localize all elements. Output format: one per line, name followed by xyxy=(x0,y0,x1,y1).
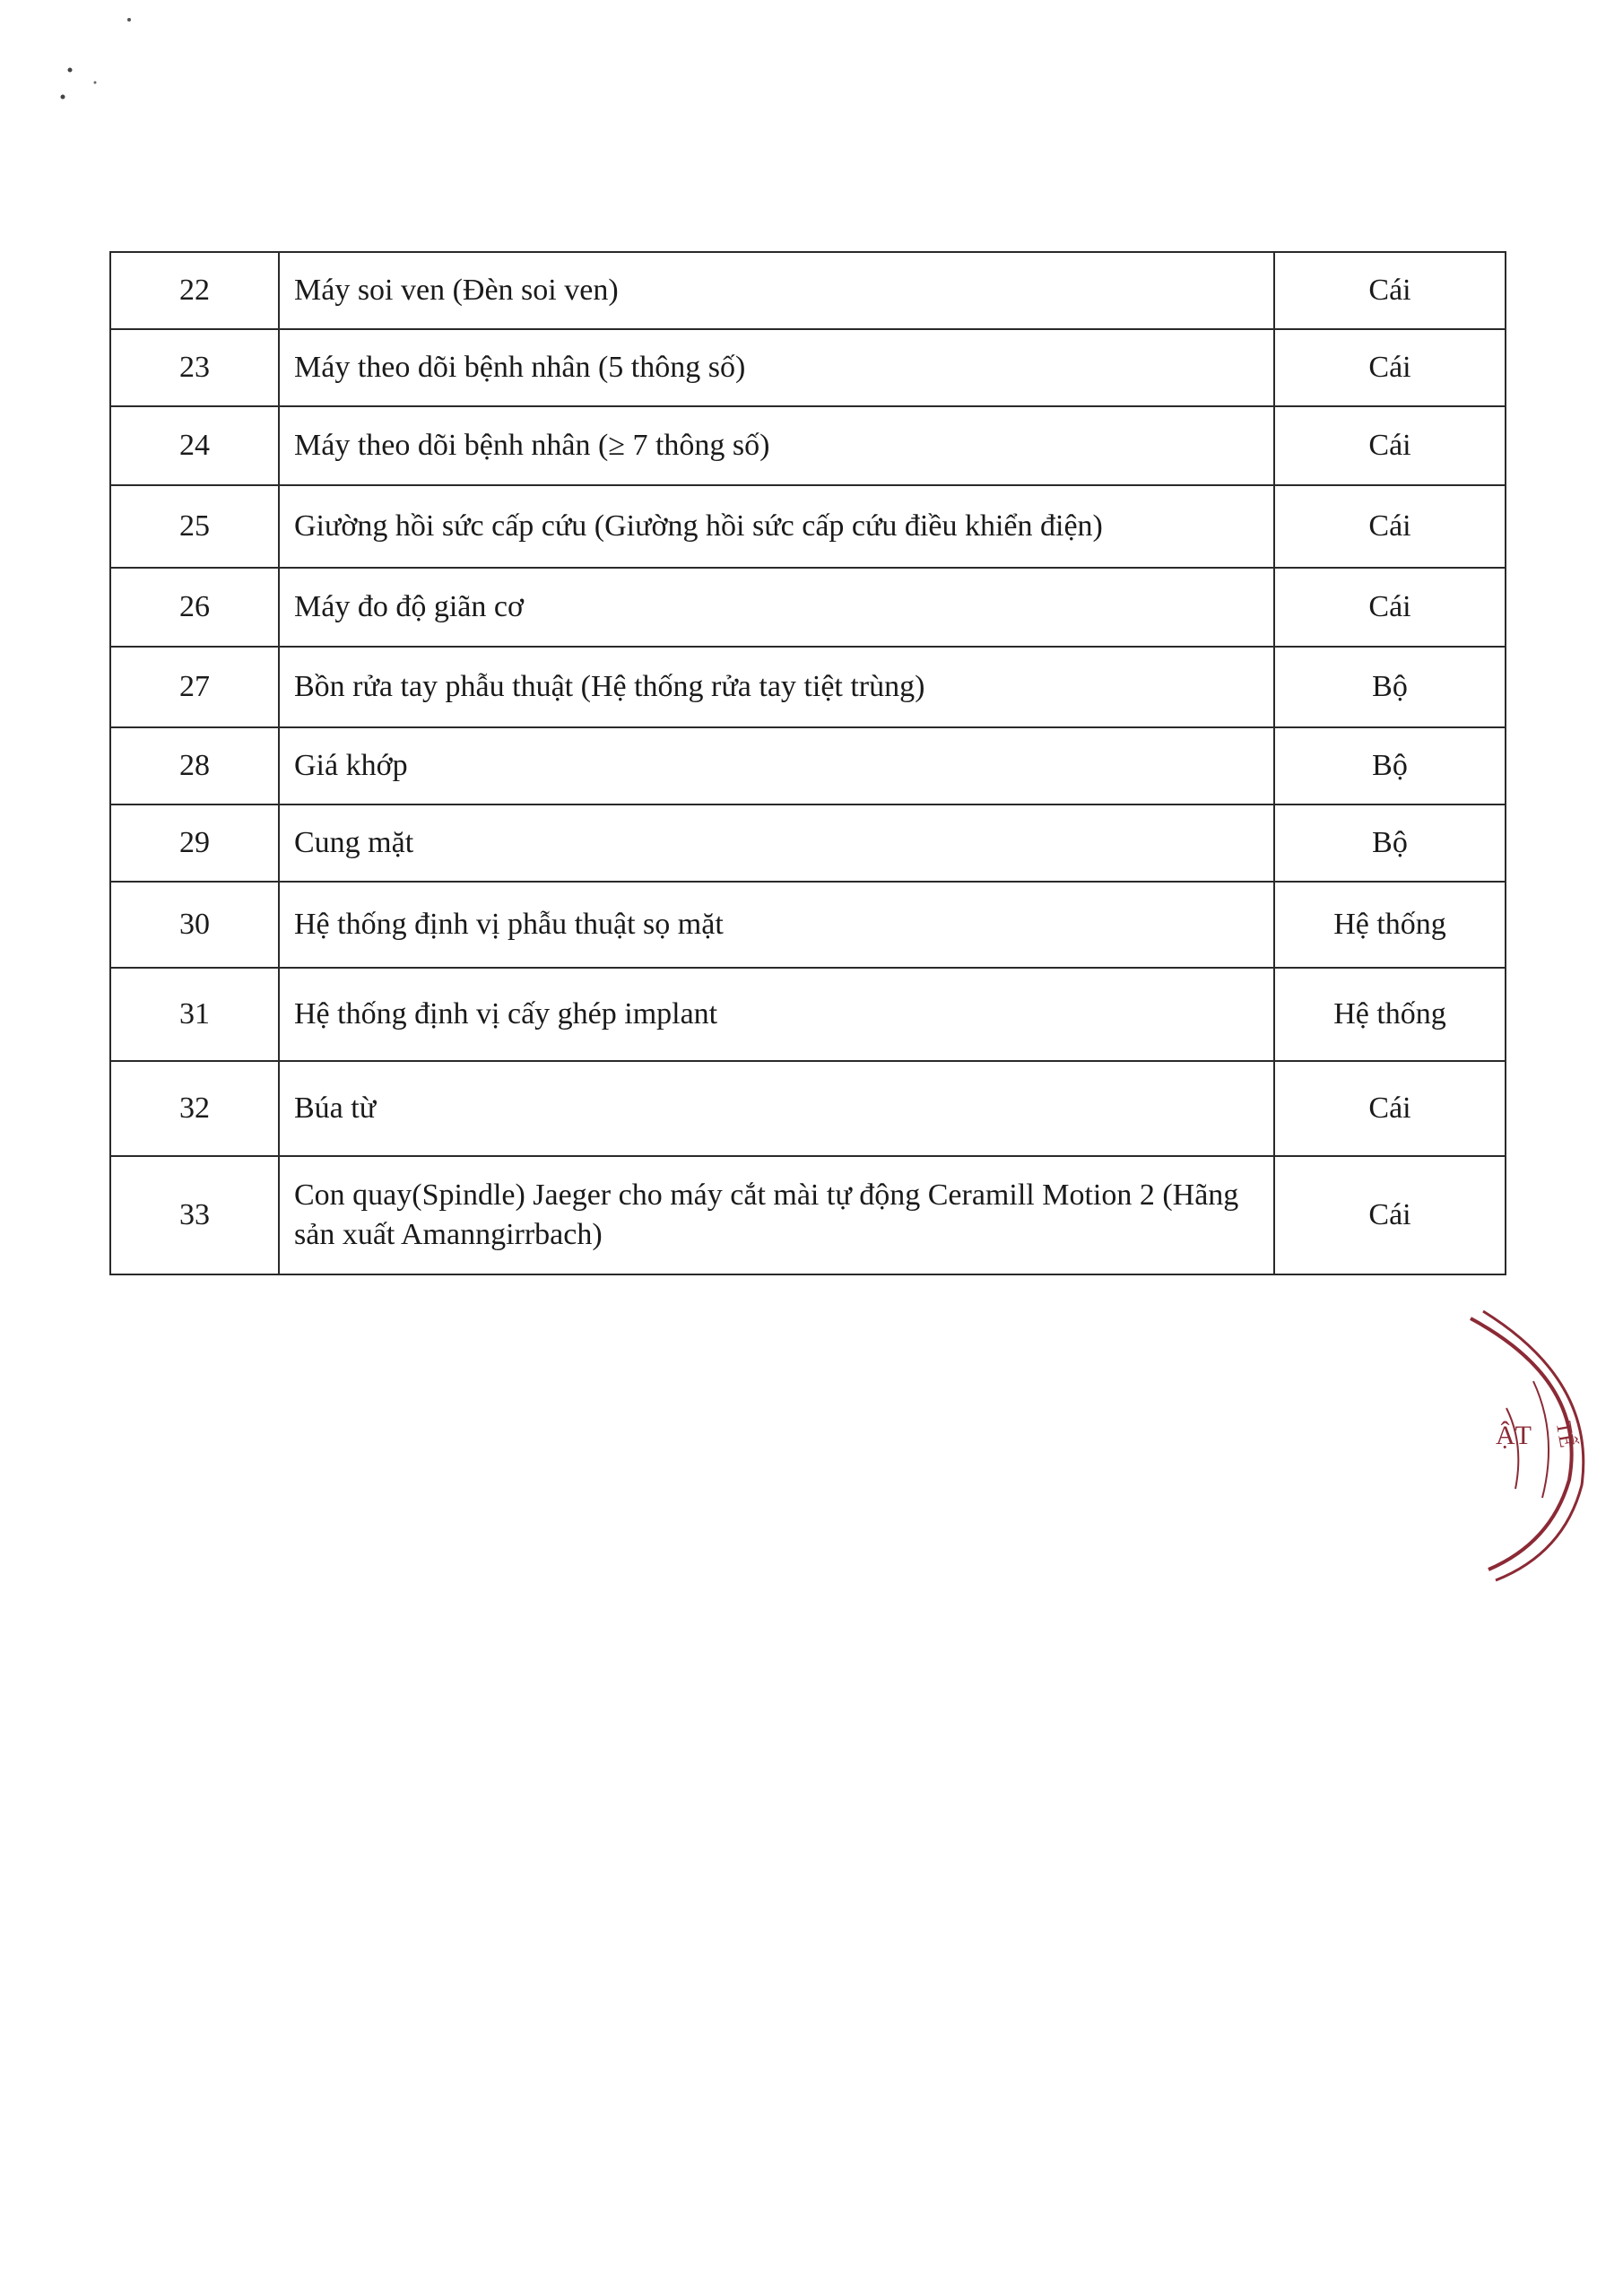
equipment-name: Giường hồi sức cấp cứu (Giường hồi sức cấp cứu điều khiển điện) xyxy=(279,485,1274,568)
table-row xyxy=(110,968,1506,1061)
row-number: 27 xyxy=(110,647,279,727)
table-row xyxy=(110,406,1506,485)
equipment-name: Bồn rửa tay phẫu thuật (Hệ thống rửa tay tiệt trùng) xyxy=(279,647,1274,727)
equipment-table xyxy=(109,251,1506,1275)
unit-cell: Hệ thống xyxy=(1274,968,1506,1061)
unit-cell: Bộ xyxy=(1274,727,1506,804)
unit-cell: Bộ xyxy=(1274,804,1506,882)
table-row xyxy=(110,568,1506,647)
unit-cell: Cái xyxy=(1274,329,1506,406)
equipment-name: Con quay(Spindle) Jaeger cho máy cắt mài tự động Ceramill Motion 2 (Hãng sản xuất Amanngirrbach) xyxy=(279,1156,1274,1274)
table-row xyxy=(110,329,1506,406)
table-row xyxy=(110,1061,1506,1156)
equipment-name: Máy đo độ giãn cơ xyxy=(279,568,1274,647)
equipment-name: Hệ thống định vị cấy ghép implant xyxy=(279,968,1274,1061)
row-number: 22 xyxy=(110,252,279,329)
unit-cell: Cái xyxy=(1274,1061,1506,1156)
row-number: 26 xyxy=(110,568,279,647)
seal-stamp-fragment xyxy=(1453,1300,1605,1587)
row-number: 23 xyxy=(110,329,279,406)
equipment-name: Búa từ xyxy=(279,1061,1274,1156)
equipment-name: Cung mặt xyxy=(279,804,1274,882)
row-number: 33 xyxy=(110,1156,279,1274)
svg-text:TẾ: TẾ xyxy=(1550,1419,1579,1450)
unit-cell: Cái xyxy=(1274,1156,1506,1274)
row-number: 28 xyxy=(110,727,279,804)
row-number: 29 xyxy=(110,804,279,882)
table-row xyxy=(110,804,1506,882)
unit-cell: Cái xyxy=(1274,406,1506,485)
row-number: 31 xyxy=(110,968,279,1061)
table-row xyxy=(110,485,1506,568)
table-row xyxy=(110,252,1506,329)
table-row xyxy=(110,647,1506,727)
unit-cell: Hệ thống xyxy=(1274,882,1506,968)
row-number: 25 xyxy=(110,485,279,568)
equipment-name: Hệ thống định vị phẫu thuật sọ mặt xyxy=(279,882,1274,968)
row-number: 32 xyxy=(110,1061,279,1156)
svg-text:ẬT: ẬT xyxy=(1496,1421,1532,1450)
equipment-name: Giá khớp xyxy=(279,727,1274,804)
unit-cell: Cái xyxy=(1274,252,1506,329)
unit-cell: Cái xyxy=(1274,568,1506,647)
equipment-name: Máy theo dõi bệnh nhân (≥ 7 thông số) xyxy=(279,406,1274,485)
table-row xyxy=(110,727,1506,804)
unit-cell: Cái xyxy=(1274,485,1506,568)
row-number: 30 xyxy=(110,882,279,968)
row-number: 24 xyxy=(110,406,279,485)
scan-specks xyxy=(54,9,135,108)
table-row xyxy=(110,1156,1506,1274)
equipment-name: Máy soi ven (Đèn soi ven) xyxy=(279,252,1274,329)
table-row xyxy=(110,882,1506,968)
unit-cell: Bộ xyxy=(1274,647,1506,727)
equipment-name: Máy theo dõi bệnh nhân (5 thông số) xyxy=(279,329,1274,406)
